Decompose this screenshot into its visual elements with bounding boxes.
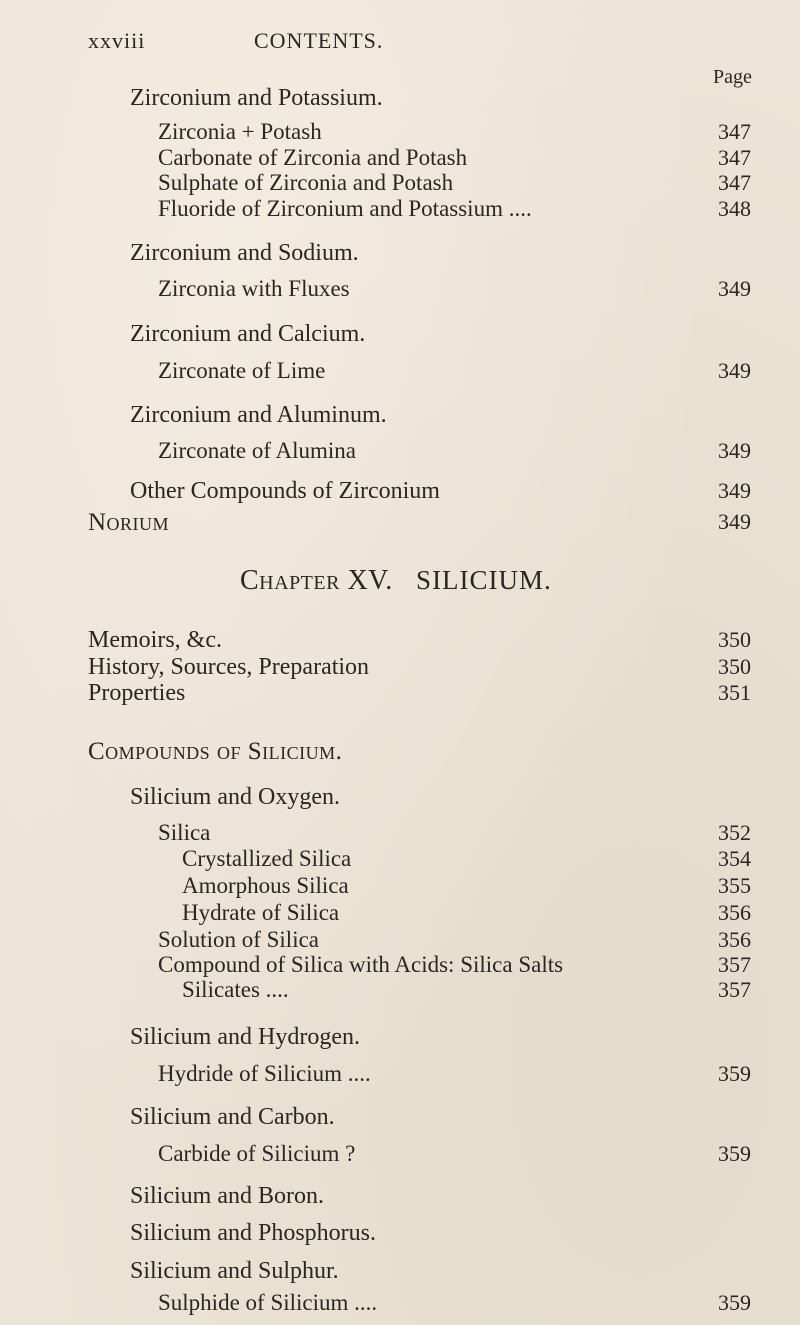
toc-entry-title: Silica (158, 820, 211, 845)
toc-entry-title: Hydrate of Silica (182, 900, 340, 925)
toc-entry-page: 349 (718, 276, 751, 301)
subsection-heading: Silicium and Sulphur. (130, 1258, 339, 1284)
toc-entry-page: 359 (718, 1141, 751, 1166)
toc-entry-title: Amorphous Silica (182, 873, 349, 898)
toc-entry-page: 357 (718, 977, 751, 1002)
toc-entry-title: Properties (88, 680, 186, 706)
subsection-heading: Silicium and Hydrogen. (130, 1024, 360, 1050)
toc-entry-title: Compound of Silica with Acids: Silica Salts (158, 952, 564, 977)
toc-entry-title: Zirconia with Fluxes (158, 276, 350, 301)
toc-entry-title: Crystallized Silica (182, 846, 352, 871)
toc-entry-title: Zirconia + Potash (158, 119, 322, 144)
toc-entry-title: Zirconate of Alumina (158, 438, 356, 463)
section-heading: Compounds of Silicium. (88, 738, 343, 765)
toc-entry-page: 349 (718, 358, 751, 383)
toc-entry-title: Memoirs, &c. (88, 627, 222, 653)
subsection-heading: Zirconium and Calcium. (130, 321, 366, 347)
toc-entry-page: 351 (718, 680, 751, 705)
toc-entry-page: 359 (718, 1061, 751, 1086)
toc-entry-page: 359 (718, 1290, 751, 1315)
toc-entry-title: Carbide of Silicium ? (158, 1141, 356, 1166)
toc-entry-page: 350 (718, 627, 751, 652)
chapter-label: Chapter XV. (240, 565, 393, 596)
toc-entry-page: 349 (718, 509, 751, 534)
toc-entry-page: 352 (718, 820, 751, 845)
toc-entry-page: 349 (718, 478, 751, 503)
toc-entry-title: Zirconate of Lime (158, 358, 326, 383)
running-title: CONTENTS. (254, 28, 384, 53)
toc-entry-title: Sulphide of Silicium .... (158, 1290, 378, 1315)
chapter-heading (240, 565, 552, 597)
toc-entry-title: Other Compounds of Zirconium (130, 478, 440, 504)
toc-entry-title: Sulphate of Zirconia and Potash (158, 170, 454, 195)
toc-entry-page: 357 (718, 952, 751, 977)
toc-entry-title: Carbonate of Zirconia and Potash (158, 145, 468, 170)
toc-entry-page: 347 (718, 145, 751, 170)
toc-entry-title: Silicates .... (182, 977, 289, 1002)
toc-entry-page: 349 (718, 438, 751, 463)
subsection-heading: Silicium and Carbon. (130, 1104, 335, 1130)
toc-entry-page: 356 (718, 927, 751, 952)
subsection-heading: Silicium and Oxygen. (130, 784, 340, 810)
toc-entry-page: 347 (718, 119, 751, 144)
subsection-heading: Zirconium and Sodium. (130, 240, 359, 266)
subsection-heading: Silicium and Boron. (130, 1183, 324, 1209)
toc-entry-title: History, Sources, Preparation (88, 654, 370, 680)
toc-entry-page: 347 (718, 170, 751, 195)
toc-entry-page: 354 (718, 846, 751, 871)
toc-entry-page: 355 (718, 873, 751, 898)
subsection-heading: Silicium and Phosphorus. (130, 1220, 377, 1246)
chapter-title: SILICIUM. (416, 565, 552, 595)
page-column-label: Page (713, 66, 752, 88)
subsection-heading: Zirconium and Aluminum. (130, 402, 387, 428)
toc-entry-title: Norium (88, 509, 170, 536)
toc-entry-title: Solution of Silica (158, 927, 319, 952)
toc-entry-title: Hydride of Silicium .... (158, 1061, 371, 1086)
toc-entry-page: 348 (718, 196, 751, 221)
toc-entry-title: Fluoride of Zirconium and Potassium .... (158, 196, 532, 221)
page-number-roman: xxviii (88, 28, 146, 53)
subsection-heading: Zirconium and Potassium. (130, 85, 383, 111)
toc-entry-page: 356 (718, 900, 751, 925)
toc-entry-page: 350 (718, 654, 751, 679)
